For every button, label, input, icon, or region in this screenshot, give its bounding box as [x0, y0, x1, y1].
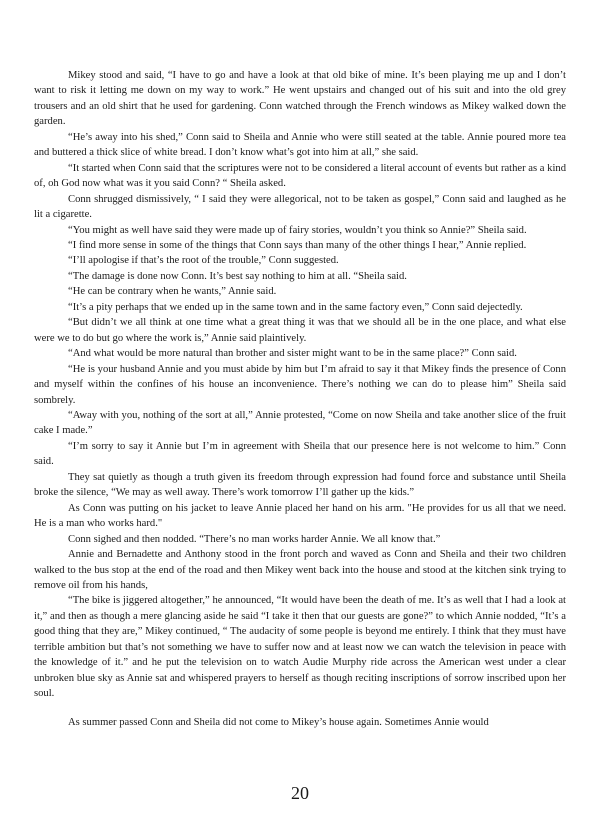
page-number: 20 [291, 783, 309, 803]
paragraph-mikey-bike: Mikey stood and said, “I have to go and have a look at that old bike of mine. It’s been playing me up and I don’t want to risk it letting me down on my way to work.” He went upstairs and changed out of his suit and into the old grey trousers and an old shirt that he used for gardening. Conn watched through the French windows as Mikey walked down the garden. [34, 70, 566, 128]
paragraph-front-porch: Annie and Bernadette and Anthony stood in the front porch and waved as Conn and Sheila and their two children walked to the bus stop at the end of the road and then Mikey went back into the house and stood at the kitchen sink trying to remove oil from his hands, [34, 549, 566, 591]
paragraph-one-place: “But didn’t we all think at one time what a great thing it was that we should all be in the one place, and what else were we to do but go where the work is,” Annie said plaintively. [34, 317, 566, 344]
paragraph-contrary: “He can be contrary when he wants,” Annie said. [68, 286, 277, 298]
paragraph-bike-jiggered: “The bike is jiggered altogether,” he announced, “It would have been the death of me. It’s as well that I had a look at it,” and then as though a mere glancing aside he said “I take it then that our guests are gone?” to which Annie nodded, “It’s a good thing that they are,” Mikey continued, “ The audacity of some people is beyond me entirely. I think that they must have terrible ambition but that’s not something we have to suffer now and at least now we can watch the television in peace with the knowledge of it.” and he put the television on to watch Audie Murphy ride across the American west under a clear unbroken blue sky as Annie sat and whispered prayers to herself as though reciting inscriptions of sorrow inscribed upon her soul. [34, 595, 566, 700]
paragraph-more-sense: “I find more sense in some of the things that Conn says than many of the other things I hear,” Annie replied. [68, 239, 527, 251]
paragraph-conn-sighed: Conn sighed and then nodded. “There’s no man works harder Annie. We all know that.” [68, 533, 441, 545]
paragraph-brother-sister: “And what would be more natural than brother and sister might want to be in the same place?” Conn said. [68, 348, 517, 360]
paragraph-sat-quietly: They sat quietly as though a truth given its freedom through expression had found force and substance until Sheila broke the silence, “We may as well away. There’s work tomorrow I’ll gather up the kids.” [34, 471, 566, 499]
paragraph-scriptures: “It started when Conn said that the scriptures were not to be considered a literal account of events but rather as a kind of, oh God now what was it you said Conn? “ Sheila asked. [34, 162, 566, 190]
paragraph-allegorical: Conn shrugged dismissively, “ I said they were allegorical, not to be taken as gospel,” Conn said and laughed as he lit a cigarette. [34, 193, 566, 221]
paragraph-fairy-stories: “You might as well have said they were made up of fairy stories, wouldn’t you think so Annie?” Sheila said. [68, 224, 527, 236]
paragraph-damage-done: “The damage is done now Conn. It’s best say nothing to him at all. “Sheila said. [68, 270, 407, 282]
paragraph-same-town: “It’s a pity perhaps that we ended up in the same town and in the same factory even,” Conn said dejectedly. [68, 301, 523, 313]
paragraph-husband: “He is your husband Annie and you must abide by him but I’m afraid to say it that Mikey finds the presence of Conn and myself within the confines of his house an inconvenience. There’s nothing we can do to please him” Sheila said sombrely. [34, 363, 566, 406]
paragraph-apologise: “I’ll apologise if that’s the root of the trouble,” Conn suggested. [68, 255, 339, 267]
paragraph-jacket: As Conn was putting on his jacket to leave Annie placed her hand on his arm. "He provides for us all that we need. He is a man who works hard." [34, 502, 566, 530]
paragraph-shed: “He’s away into his shed,” Conn said to Sheila and Annie who were still seated at the table. Annie poured more tea and buttered a thick slice of white bread. I don’t know what’s got into him at all,” she said. [34, 131, 566, 159]
paragraph-fruit-cake: “Away with you, nothing of the sort at all,” Annie protested, “Come on now Sheila and take another slice of the fruit cake I made.” [34, 409, 566, 437]
paragraph-summer-passed: As summer passed Conn and Sheila did not come to Mikey’s house again. Sometimes Annie would [68, 716, 489, 728]
paragraph-not-welcome: “I’m sorry to say it Annie but I’m in agreement with Sheila that our presence here is not welcome to him.” Conn said. [34, 440, 566, 468]
